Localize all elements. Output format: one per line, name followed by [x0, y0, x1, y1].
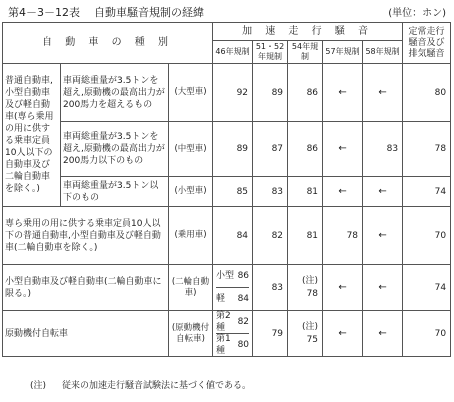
header-year-57: 57年規制 — [323, 41, 363, 64]
cell-stationary: 74 — [403, 265, 451, 311]
cell-51: 87 — [253, 122, 288, 177]
row-class: (中型車) — [169, 122, 213, 177]
table-title — [8, 4, 204, 20]
note-mark: (注) — [301, 321, 319, 332]
cell-54: 86 — [288, 122, 323, 177]
cell-57: ← — [323, 177, 363, 207]
cell-58: ← — [363, 265, 403, 311]
note-value: 78 — [306, 288, 319, 299]
cell-57: ← — [323, 122, 363, 177]
cell-54 — [288, 311, 323, 357]
cell-58: ← — [363, 207, 403, 265]
note-mark: (注) — [301, 275, 319, 286]
moto-light-label: 軽 — [216, 294, 226, 304]
row-class: (乗用車) — [169, 207, 213, 265]
footnote — [30, 378, 251, 391]
moto-light-value: 84 — [237, 294, 250, 304]
cell-51: 83 — [253, 177, 288, 207]
cell-51: 82 — [253, 207, 288, 265]
moped-type1-value: 80 — [237, 340, 250, 350]
row-class: (原動機付自転車) — [169, 311, 213, 357]
cell-51: 89 — [253, 64, 288, 122]
cell-58: 83 — [363, 122, 403, 177]
cell-51: 83 — [253, 265, 288, 311]
footnote-text: 従来の加速走行騒音試験法に基づく値である。 — [62, 381, 252, 391]
cell-46-split — [213, 311, 253, 357]
cell-58: ← — [363, 311, 403, 357]
group-passenger: 専ら乗用の用に供する乗車定員10人以下の普通自動車,小型自動車及び軽自動車(二輪自動車を除く。) — [3, 207, 169, 265]
header-year-58: 58年規制 — [363, 41, 403, 64]
row-desc: 車両総重量が3.5トン以下のもの — [61, 177, 169, 207]
header-stationary: 定常走行騒音及び排気騒音 — [403, 23, 451, 64]
note-value: 75 — [306, 334, 319, 345]
cell-46: 92 — [213, 64, 253, 122]
row-class: (二輪自動車) — [169, 265, 213, 311]
footnote-label: (注) — [30, 381, 47, 391]
cell-stationary: 74 — [403, 177, 451, 207]
cell-46: 85 — [213, 177, 253, 207]
moto-small-value: 86 — [237, 271, 250, 281]
row-class: (大型車) — [169, 64, 213, 122]
cell-54: 81 — [288, 207, 323, 265]
cell-58: ← — [363, 64, 403, 122]
header-vehicle-type: 自 動 車 の 種 別 — [3, 23, 213, 64]
table-number: 第4－3－12表 — [8, 6, 80, 19]
cell-stationary: 80 — [403, 64, 451, 122]
moped-type1-label: 第1種 — [216, 334, 231, 356]
cell-54: 86 — [288, 64, 323, 122]
regulation-table — [2, 22, 451, 357]
moped-type2-label: 第2種 — [216, 311, 231, 333]
cell-58: ← — [363, 177, 403, 207]
cell-57: ← — [323, 265, 363, 311]
table-name: 自動車騒音規制の経緯 — [94, 6, 204, 19]
group-commercial: 普通自動車,小型自動車及び軽自動車(専ら乗用の用に供する乗車定員10人以下の自動車及び二輪自動車を除く。) — [3, 64, 61, 207]
cell-54: 81 — [288, 177, 323, 207]
cell-46: 89 — [213, 122, 253, 177]
cell-46-split — [213, 265, 253, 311]
cell-46: 84 — [213, 207, 253, 265]
cell-54 — [288, 265, 323, 311]
cell-stationary: 70 — [403, 207, 451, 265]
cell-57: 78 — [323, 207, 363, 265]
row-desc: 車両総重量が3.5トンを超え,原動機の最高出力が200馬力を超えるもの — [61, 64, 169, 122]
header-year-51: 51・52年規制 — [253, 41, 288, 64]
group-motorcycle: 小型自動車及び軽自動車(二輪自動車に限る。) — [3, 265, 169, 311]
row-desc: 車両総重量が3.5トンを超え,原動機の最高出力が200馬力以下のもの — [61, 122, 169, 177]
group-moped: 原動機付自転車 — [3, 311, 169, 357]
header-accel: 加 速 走 行 騒 音 — [213, 23, 403, 41]
row-class: (小型車) — [169, 177, 213, 207]
moto-small-label: 小型 — [216, 271, 235, 281]
unit-label: (単位：ホン) — [388, 8, 446, 19]
moped-type2-value: 82 — [237, 317, 250, 327]
cell-57: ← — [323, 311, 363, 357]
cell-57: ← — [323, 64, 363, 122]
header-year-46: 46年規制 — [213, 41, 253, 64]
header-year-54: 54年規制 — [288, 41, 323, 64]
cell-stationary: 70 — [403, 311, 451, 357]
cell-stationary: 78 — [403, 122, 451, 177]
cell-51: 79 — [253, 311, 288, 357]
